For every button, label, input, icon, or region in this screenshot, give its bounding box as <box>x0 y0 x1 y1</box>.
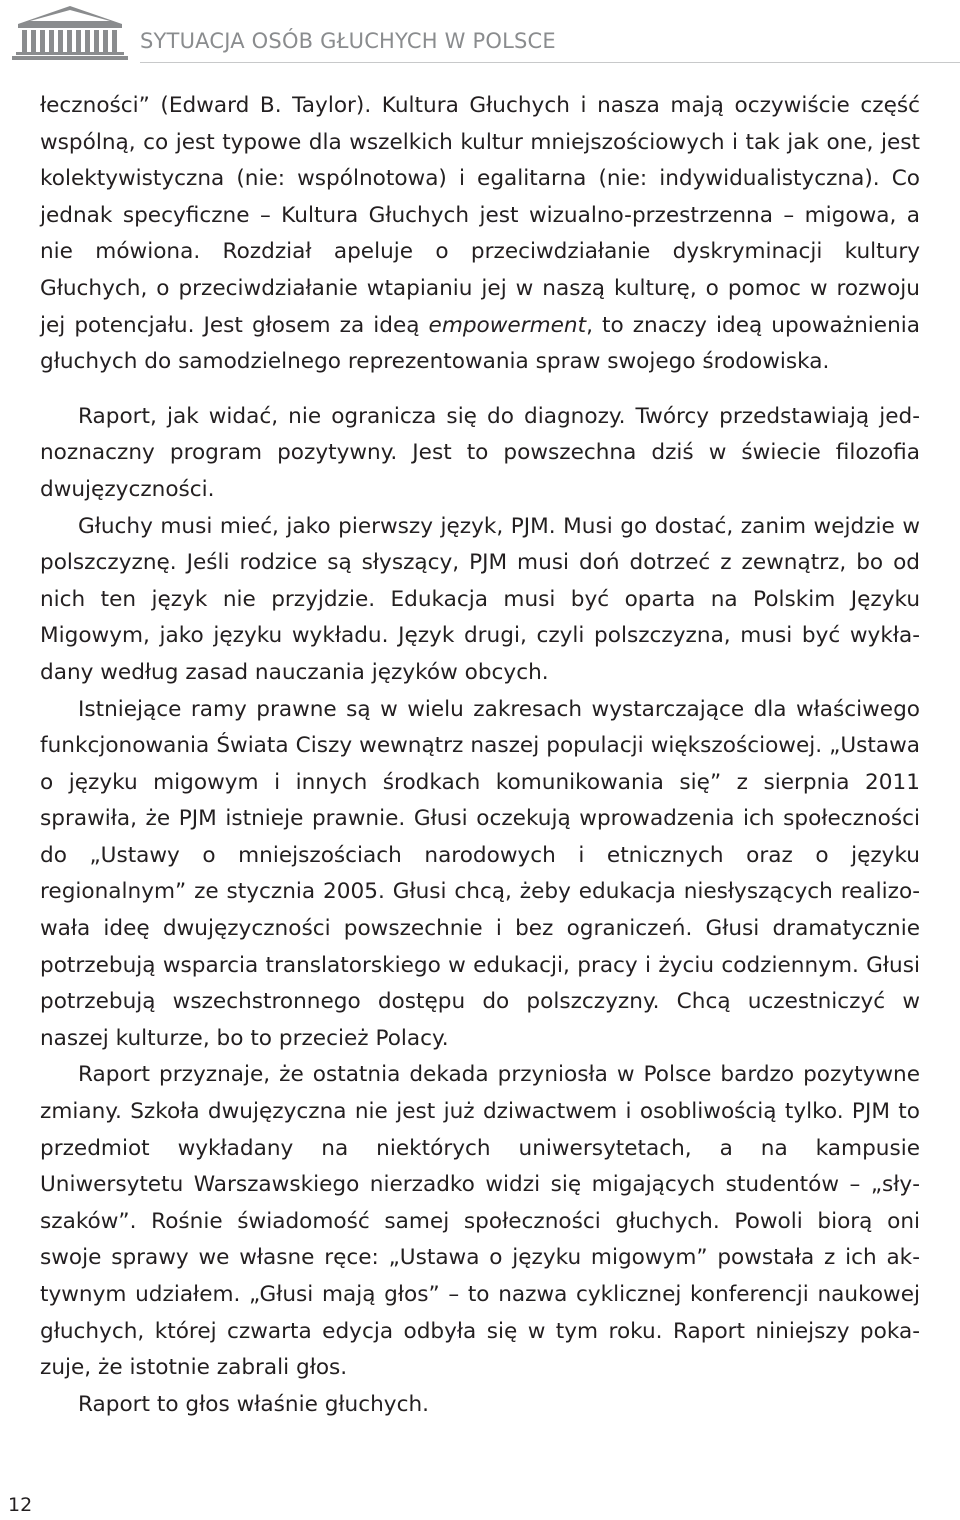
sejm-building-logo-icon <box>8 4 132 62</box>
body-text <box>40 88 920 1423</box>
header-divider <box>140 62 960 63</box>
paragraph-6: Raport to głos właśnie głuchych. <box>78 1391 430 1417</box>
page-number: 12 <box>8 1494 33 1516</box>
paragraph-1-part-1: łeczności” (Edward B. Taylor). Kultura Głuchych i nasza mają oczywiście część wspólną, co jest typowe dla wszelkich kultur mniejszościowych i tak jak one, jest kolektywistyczna (nie: wspólnotowa) i egalitarna (nie: indywidualistyczna). Co jednak specyficzne – Kultura Głuchych jest wizualno-przestrzenna – migowa, a nie mówiona. Rozdział apeluje o przeciwdziałanie dyskryminacji kultury Głuchych, o przeciwdziałanie wtapianiu jej w naszą kulturę, o pomoc w rozwoju jej potencjału. Jest głosem za ideą <box>40 93 920 338</box>
paragraph-1 <box>40 88 920 381</box>
paragraph-3: Głuchy musi mieć, jako pierwszy język, PJM. Musi go dostać, zanim wejdzie w polszczyznę. Jeśli rodzice są słyszący, PJM musi doń dotrzeć z zewnątrz, bo od nich ten język nie przyjdzie. Edukacja musi być oparta na Polskim Języku Migowym, jako języku wykładu. Język drugi, czyli polszczyzna, musi być wykładany według zasad nauczania języków obcych. <box>40 513 920 685</box>
paragraph-2: Raport, jak widać, nie ogranicza się do diagnozy. Twórcy przedstawiają jednoznaczny program pozytywny. Jest to powszechna dziś w świecie filozofia dwujęzyczności. <box>40 403 920 502</box>
emphasis-empowerment: empowerment <box>428 312 587 338</box>
paragraph-4: Istniejące ramy prawne są w wielu zakresach wystarczające dla właściwego funkcjonowania Świata Ciszy wewnątrz naszej populacji większościowej. „Ustawa o języku migowym i innych środkach komunikowania się” z sierpnia 2011 sprawiła, że PJM istnieje prawnie. Głusi oczekują wprowadzenia ich społeczności do „Ustawy o mniejszościach narodowych i etnicznych oraz o języku regionalnym” ze stycznia 2005. Głusi chcą, żeby edukacja niesłyszących realizowała ideę dwujęzyczności powszechnie i bez ograniczeń. Głusi dramatycznie potrzebują wsparcia translatorskiego w edukacji, pracy i życiu codziennym. Głusi potrzebują wszechstronnego dostępu do polszczyzny. Chcą uczestniczyć w naszej kulturze, bo to przecież Polacy. <box>40 696 920 1051</box>
paragraph-5: Raport przyznaje, że ostatnia dekada przyniosła w Polsce bardzo pozytywne zmiany. Szkoła dwujęzyczna nie jest już dziwactwem i osobliwością tylko. PJM to przedmiot wykładany na niektórych uniwersytetach, a na kampusie Uniwersytetu Warszawskiego nierzadko widzi się migających studentów – „słyszaków”. Rośnie świadomość samej społeczności głuchych. Powoli biorą oni swoje sprawy we własne ręce: „Ustawa o języku migowym” powstała z ich aktywnym udziałem. „Głusi mają głos” – to nazwa cyklicznej konferencji naukowej głuchych, której czwarta edycja odbyła się w tym roku. Raport niniejszy pokazuje, że istotnie zabrali głos. <box>40 1062 920 1381</box>
paragraph-1-part-3: , to znaczy ideą upoważnienia głuchych do samodzielnego reprezentowania spraw swojego środowiska. <box>40 312 921 375</box>
running-header-title: SYTUACJA OSÓB GŁUCHYCH W POLSCE <box>140 29 556 53</box>
page-header <box>0 0 960 70</box>
